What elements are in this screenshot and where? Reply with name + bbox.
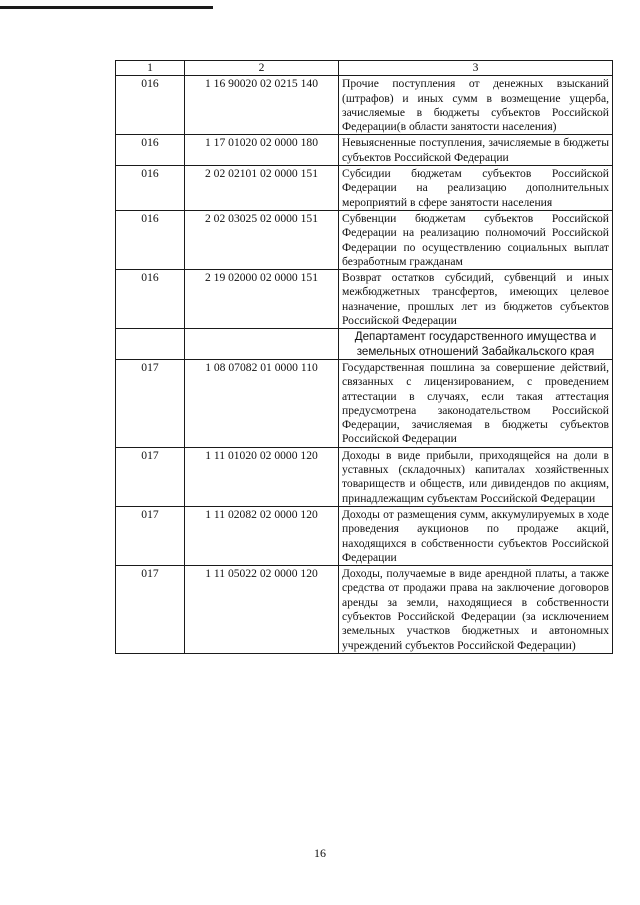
income-description-cell: Доходы от размещения сумм, аккумулируемых в ходе проведения аукционов по продаже акций, находящихся в собственности субъектов Российской Федерации bbox=[339, 506, 613, 565]
top-rule bbox=[0, 6, 213, 9]
income-description-cell: Субвенции бюджетам субъектов Российской Федерации на реализацию полномочий Российской Федерации по осуществлению социальных выплат безработным гражданам bbox=[339, 210, 613, 269]
budget-code-cell: 1 17 01020 02 0000 180 bbox=[185, 135, 339, 166]
table-row bbox=[116, 76, 613, 135]
table-row bbox=[116, 135, 613, 166]
table-row bbox=[116, 506, 613, 565]
budget-code-cell: 1 11 05022 02 0000 120 bbox=[185, 566, 339, 654]
budget-code-cell bbox=[185, 329, 339, 360]
admin-code-cell: 017 bbox=[116, 506, 185, 565]
budget-code-cell: 2 19 02000 02 0000 151 bbox=[185, 270, 339, 329]
department-heading: Департамент государственного имущества и земельных отношений Забайкальского края bbox=[339, 329, 613, 360]
table-row bbox=[116, 270, 613, 329]
income-description-cell: Невыясненные поступления, зачисляемые в бюджеты субъектов Российской Федерации bbox=[339, 135, 613, 166]
budget-code-cell: 2 02 03025 02 0000 151 bbox=[185, 210, 339, 269]
admin-code-cell: 016 bbox=[116, 270, 185, 329]
header-cell-3: 3 bbox=[339, 61, 613, 76]
budget-code-cell: 1 08 07082 01 0000 110 bbox=[185, 359, 339, 447]
income-description-cell: Возврат остатков субсидий, субвенций и иных межбюджетных трансфертов, имеющих целевое назначение, прошлых лет из бюджетов субъектов Российской Федерации bbox=[339, 270, 613, 329]
admin-code-cell: 016 bbox=[116, 210, 185, 269]
admin-code-cell: 017 bbox=[116, 359, 185, 447]
table-row bbox=[116, 166, 613, 211]
admin-code-cell: 017 bbox=[116, 566, 185, 654]
income-description-cell: Доходы в виде прибыли, приходящейся на доли в уставных (складочных) капиталах хозяйственных товариществ и обществ, или дивидендов по акциям, принадлежащим субъектам Российской Федерации bbox=[339, 447, 613, 506]
admin-code-cell: 016 bbox=[116, 166, 185, 211]
admin-code-cell: 016 bbox=[116, 76, 185, 135]
page-number: 16 bbox=[314, 846, 326, 860]
budget-code-cell: 2 02 02101 02 0000 151 bbox=[185, 166, 339, 211]
admin-code-cell: 017 bbox=[116, 447, 185, 506]
income-description-cell: Государственная пошлина за совершение действий, связанных с лицензированием, с проведением аттестации в случаях, если такая аттестация предусмотрена законодательством Российской Федерации, зачисляемая в бюджеты субъектов Российской Федерации bbox=[339, 359, 613, 447]
header-cell-2: 2 bbox=[185, 61, 339, 76]
budget-classification-table bbox=[115, 60, 613, 654]
department-heading-row bbox=[116, 329, 613, 360]
budget-code-cell: 1 16 90020 02 0215 140 bbox=[185, 76, 339, 135]
admin-code-cell bbox=[116, 329, 185, 360]
income-description-cell: Доходы, получаемые в виде арендной платы, а также средства от продажи права на заключение договоров аренды за земли, находящиеся в собственности субъектов Российской Федерации (за исключением земельных участков бюджетных и автономных учреждений субъектов Российской Федерации) bbox=[339, 566, 613, 654]
header-row bbox=[116, 61, 613, 76]
budget-code-cell: 1 11 01020 02 0000 120 bbox=[185, 447, 339, 506]
table-row bbox=[116, 359, 613, 447]
table-row bbox=[116, 447, 613, 506]
income-description-cell: Прочие поступления от денежных взысканий (штрафов) и иных сумм в возмещение ущерба, зачисляемые в бюджеты субъектов Российской Федерации(в области занятости населения) bbox=[339, 76, 613, 135]
admin-code-cell: 016 bbox=[116, 135, 185, 166]
income-description-cell: Субсидии бюджетам субъектов Российской Федерации на реализацию дополнительных мероприятий в сфере занятости населения bbox=[339, 166, 613, 211]
header-cell-1: 1 bbox=[116, 61, 185, 76]
table-row bbox=[116, 210, 613, 269]
table-row bbox=[116, 566, 613, 654]
budget-code-cell: 1 11 02082 02 0000 120 bbox=[185, 506, 339, 565]
